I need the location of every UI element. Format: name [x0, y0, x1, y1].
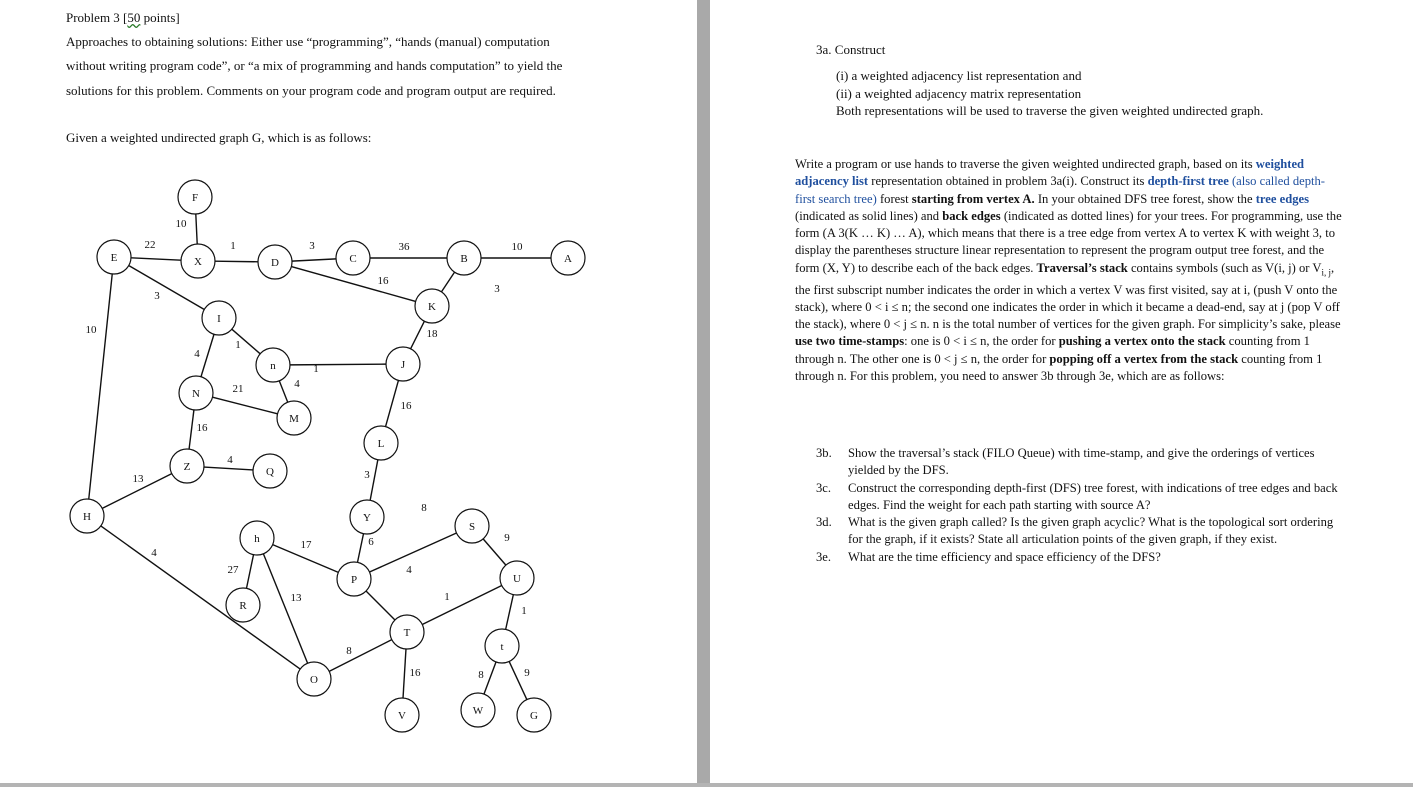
question-3d [816, 514, 1346, 549]
vertex-P [337, 562, 371, 596]
edge-U-T [422, 585, 501, 624]
question-text: What is the given graph called? Is the given graph acyclic? What is the topological sort ordering for the graph, if it exists? State all articulation points of the given graph, if they exist. [848, 515, 1334, 547]
intro-line-3: solutions for this problem. Comments on your program code and program output are required. [66, 83, 556, 98]
vertex-label: T [403, 627, 411, 639]
intro-line-2: without writing program code”, or “a mix of programming and hands computation” to yield the [66, 58, 563, 73]
vertex-label: V [398, 710, 406, 722]
para-emph-back-edges: back edges [942, 208, 1001, 223]
vertex-label: D [271, 257, 279, 269]
para-emph-depth-first-tree: depth-first tree [1147, 174, 1229, 189]
edge-L-Y [370, 460, 378, 501]
vertex-Z [170, 449, 204, 483]
para-blue-dfs-note: (also called depth-first search tree) [795, 174, 1325, 206]
vertex-J [386, 347, 420, 381]
edge-weight-label: 10 [85, 324, 97, 336]
vertex-R [226, 588, 260, 622]
vertex-G [517, 698, 551, 732]
page-gutter [697, 0, 710, 787]
vertex-t [485, 629, 519, 663]
vertex-label: G [530, 710, 538, 722]
vertex-h [240, 521, 274, 555]
para-emph-start-vertex: starting from vertex A. [911, 191, 1035, 206]
part-3a-item-i: (i) a weighted adjacency list representation and [836, 68, 1082, 83]
vertex-A [551, 241, 585, 275]
edge-weight-label: 3 [154, 290, 160, 302]
edge-weight-label: 3 [364, 469, 370, 481]
vertex-V [385, 698, 419, 732]
para-subscript: i, j [1321, 267, 1331, 278]
vertex-label: K [428, 301, 436, 313]
para-emph-two-timestamps: use two time-stamps [795, 334, 905, 349]
vertex-F [178, 180, 212, 214]
edge-weight-label: 8 [346, 645, 352, 657]
edge-D-C [292, 259, 336, 261]
edge-weight-label: 1 [313, 363, 319, 375]
question-number: 3c. [816, 480, 832, 495]
edge-weight-label: 1 [444, 591, 450, 603]
edge-weight-label: 13 [132, 473, 144, 485]
vertex-U [500, 561, 534, 595]
edge-weight-label: 16 [409, 667, 421, 679]
vertex-label: E [110, 252, 118, 264]
vertex-O [297, 662, 331, 696]
vertex-D [258, 245, 292, 279]
edge-n-M [279, 381, 287, 402]
edge-weight-label: 17 [300, 539, 312, 551]
given-graph-sentence: Given a weighted undirected graph G, which is as follows: [66, 130, 372, 145]
vertex-M [277, 401, 311, 435]
vertex-label: Z [183, 461, 191, 473]
vertex-T [390, 615, 424, 649]
edge-weight-label: 16 [400, 400, 412, 412]
vertex-W [461, 693, 495, 727]
vertex-label: J [400, 359, 406, 371]
edge-weight-label: 4 [294, 378, 300, 390]
edge-X-D [215, 261, 258, 262]
question-number: 3d. [816, 515, 832, 530]
edge-weight-label: 16 [377, 275, 389, 287]
edge-N-M [212, 397, 277, 414]
edge-weight-label: 4 [406, 564, 412, 576]
vertex-C [336, 241, 370, 275]
para-text: counting from 1 through n. The other one is 0 < j ≤ n, the order for [795, 334, 1310, 366]
para-emph-pop: popping off a vertex from the stack [1049, 351, 1239, 366]
edge-Z-Q [204, 467, 253, 470]
question-3b [816, 445, 1346, 480]
para-text: representation obtained in problem 3a(i). Construct its [868, 174, 1148, 189]
edge-J-L [386, 380, 399, 426]
title-points: 50 [127, 10, 141, 25]
para-emph-push: pushing a vertex onto the stack [1058, 334, 1226, 349]
edge-weight-label: 1 [521, 605, 527, 617]
vertex-label: Q [266, 466, 274, 478]
edge-N-Z [189, 410, 194, 449]
vertex-L [364, 426, 398, 460]
vertex-label: X [194, 256, 202, 268]
edge-E-X [131, 258, 181, 260]
part-3a-item-ii: (ii) a weighted adjacency matrix representation [836, 86, 1082, 101]
edge-P-S [370, 533, 457, 572]
vertex-label: h [254, 533, 260, 545]
vertex-I [202, 301, 236, 335]
edge-weight-label: 21 [232, 383, 244, 395]
edge-weight-label: 1 [235, 339, 241, 351]
edge-weight-label: 1 [230, 240, 236, 252]
edge-t-W [484, 662, 496, 694]
para-text: Write a program or use hands to traverse the given weighted undirected graph, based on its [795, 157, 1253, 171]
edge-T-V [403, 649, 406, 698]
edge-Y-P [357, 534, 363, 563]
question-list [816, 445, 1346, 566]
title-prefix: Problem 3 [ [66, 10, 128, 25]
edge-weight-label: 16 [196, 422, 208, 434]
vertex-label: S [468, 521, 476, 533]
vertex-label: B [460, 253, 468, 265]
vertex-label: U [513, 573, 521, 585]
vertex-n [256, 348, 290, 382]
edge-weight-label: 13 [290, 592, 302, 604]
vertex-label: P [350, 574, 358, 586]
edge-weight-label: 22 [144, 239, 156, 251]
question-text: Construct the corresponding depth-first (DFS) tree forest, with indications of tree edges and back edges. Find the weight for each path starting with source A? [848, 480, 1338, 512]
para-emph-traversal-stack: Traversal’s stack [1036, 260, 1128, 275]
vertex-label: A [564, 253, 572, 265]
para-text: (indicated as solid lines) and [795, 208, 943, 223]
bottom-scrollbar-track[interactable] [0, 783, 1413, 787]
question-3c [816, 480, 1346, 515]
vertex-label: C [349, 253, 357, 265]
edge-weight-label: 3 [494, 283, 500, 295]
edge-weight-label: 27 [227, 564, 239, 576]
edge-weight-label: 4 [151, 547, 157, 559]
edge-weight-label: 18 [426, 328, 438, 340]
para-text: counting from 1 through n. For this problem, you need to answer 3b through 3e, which are as follows: [795, 351, 1323, 384]
para-text: (indicated as dotted lines) for your trees. For programming, use the form (A 3(K … K) … A), which means that there is a tree edge from vertex A to vertex K with weight 3, to display the parentheses structure linear representation to represent the program output tree forest, and the form (X, Y) to describe each of the back edges. [795, 208, 1342, 275]
vertex-label: M [289, 413, 299, 425]
vertex-label: H [83, 511, 91, 523]
vertex-label: Y [363, 512, 371, 524]
edge-h-R [246, 555, 253, 589]
vertex-label: L [377, 438, 385, 450]
vertex-label: W [472, 705, 484, 717]
question-text: Show the traversal’s stack (FILO Queue) with time-stamp, and give the orderings of vertices yielded by the DFS. [848, 446, 1315, 478]
edge-I-N [201, 334, 214, 376]
para-text: contains symbols (such as V(i, j) or V [1127, 260, 1322, 275]
right-page [710, 0, 1413, 783]
vertex-X [181, 244, 215, 278]
edge-weight-label: 6 [368, 536, 374, 548]
part-3a-both: Both representations will be used to traverse the given weighted undirected graph. [836, 103, 1264, 118]
vertex-E [97, 240, 131, 274]
edge-S-U [483, 539, 506, 565]
vertex-Y [350, 500, 384, 534]
vertex-N [179, 376, 213, 410]
edge-T-O [329, 640, 392, 672]
edge-weight-label: 4 [194, 348, 200, 360]
vertex-label: I [217, 313, 221, 325]
vertex-label: R [239, 600, 247, 612]
part-3a-heading: 3a. Construct [816, 42, 886, 57]
edge-weight-label: 9 [504, 532, 510, 544]
vertex-K [415, 289, 449, 323]
question-text: What are the time efficiency and space efficiency of the DFS? [848, 549, 1161, 564]
vertex-H [70, 499, 104, 533]
edge-weight-label: 10 [511, 241, 523, 253]
edge-n-J [290, 364, 386, 365]
para-text: forest [876, 191, 912, 206]
question-number: 3e. [816, 549, 832, 564]
vertex-label: N [192, 388, 200, 400]
intro-line-1: Approaches to obtaining solutions: Either use “programming”, “hands (manual) computation [66, 34, 550, 49]
edge-weight-label: 4 [227, 454, 233, 466]
edge-weight-label: 36 [398, 241, 410, 253]
vertex-label: t [500, 641, 504, 653]
edge-weight-label: 9 [524, 667, 530, 679]
title-suffix: points] [140, 10, 180, 25]
weighted-undirected-graph [0, 0, 697, 783]
edge-E-H [89, 274, 112, 499]
para-text: In your obtained DFS tree forest, show the [1034, 191, 1256, 206]
question-number: 3b. [816, 446, 832, 460]
edge-weight-label: 8 [421, 502, 427, 514]
edge-weight-label: 10 [175, 218, 187, 230]
vertex-Q [253, 454, 287, 488]
edge-weight-label: 3 [309, 240, 315, 252]
edge-weight-label: 8 [478, 669, 484, 681]
edge-F-X [196, 214, 197, 244]
left-page [0, 0, 697, 783]
vertex-label: n [270, 360, 276, 372]
vertex-S [455, 509, 489, 543]
para-emph-tree-edges: tree edges [1255, 191, 1309, 206]
para-text: : one is 0 < i ≤ n, the order for [904, 334, 1059, 349]
edge-K-J [411, 321, 425, 349]
question-3e [816, 549, 1346, 566]
dfs-instructions-paragraph [795, 156, 1345, 385]
edge-K-B [441, 272, 454, 292]
vertex-B [447, 241, 481, 275]
edge-U-t [506, 595, 514, 630]
vertex-label: O [310, 674, 318, 686]
para-emph-adjacency-list: weighted adjacency list [795, 157, 1305, 189]
vertex-label: F [191, 192, 199, 204]
para-text: , the first subscript number indicates the order in which a vertex V was first visited, say at i, (push V onto the stack), where 0 < i ≤ n; the second one indicates the order in which it became a dead-end, say at j (pop V off the stack), where 0 < j ≤ n. n is the total number of vertices for the given graph. For simplicity’s sake, please [795, 260, 1341, 332]
edge-P-T [366, 591, 395, 620]
